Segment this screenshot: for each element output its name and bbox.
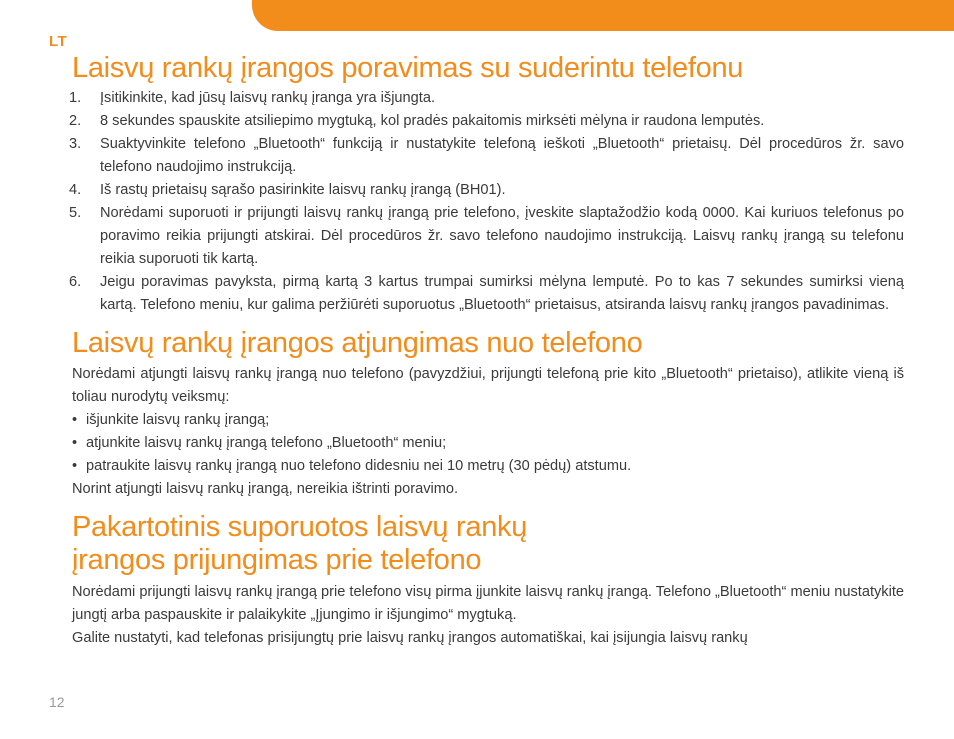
step-number: 5. [69, 205, 82, 221]
step-text: Iš rastų prietaisų sąrašo pasirinkite laisvų rankų įrangą (BH01). [100, 182, 506, 198]
step-text: Suaktyvinkite telefono „Bluetooth“ funkciją ir nustatykite telefoną ieškoti „Bluetooth“ prietaisų. Dėl procedūros žr. savo telefono naudojimo instrukciją. [100, 136, 904, 175]
bullet-text: išjunkite laisvų rankų įrangą; [86, 412, 270, 428]
step-text: Jeigu poravimas pavyksta, pirmą kartą 3 kartus trumpai sumirksi mėlyna lemputė. Po to kas 7 sekundes sumirksi vieną kartą. Telefono meniu, kur galima peržiūrėti suporuotus „Bluetooth“ prietaisus, atsiranda laisvų rankų įrangos pavadinimas. [100, 274, 904, 313]
step-number: 4. [69, 182, 82, 198]
reconnect-paragraph: Norėdami prijungti laisvų rankų įrangą prie telefono visų pirma įjunkite laisvų rankų įrangą. Telefono „Bluetooth“ meniu nustatykite jungtį arba paspauskite ir palaikykite „Įjungimo ir išjungimo“ mygtuką. [72, 584, 905, 623]
list-item [69, 110, 904, 133]
language-code: LT [49, 33, 68, 50]
step-number: 2. [69, 113, 82, 129]
pairing-steps-list [69, 87, 904, 317]
step-text: 8 sekundes spauskite atsiliepimo mygtuką, kol pradės pakaitomis mirksėti mėlyna ir raudona lemputės. [100, 113, 765, 129]
bullet-text: patraukite laisvų rankų įrangą nuo telefono didesniu nei 10 metrų (30 pėdų) atstumu. [86, 458, 632, 474]
section-title-disconnecting: Laisvų rankų įrangos atjungimas nuo telefono [72, 327, 643, 359]
step-text: Įsitikinkite, kad jūsų laisvų rankų įranga yra išjungta. [100, 90, 436, 106]
step-number: 3. [69, 136, 82, 152]
step-number: 1. [69, 90, 82, 106]
page-number: 12 [49, 694, 65, 710]
bullet-marker: • [72, 435, 78, 451]
disconnect-note: Norint atjungti laisvų rankų įrangą, nereikia ištrinti poravimo. [72, 481, 459, 497]
list-item [69, 271, 904, 317]
list-item [69, 87, 904, 110]
bullet-text: atjunkite laisvų rankų įrangą telefono „Bluetooth“ meniu; [86, 435, 447, 451]
list-item [72, 455, 904, 478]
disconnect-options-list [72, 409, 904, 478]
step-number: 6. [69, 274, 82, 290]
page-content [69, 52, 905, 650]
section-title-pairing: Laisvų rankų įrangos poravimas su suderintu telefonu [72, 52, 744, 84]
list-item [69, 179, 904, 202]
step-text: Norėdami suporuoti ir prijungti laisvų rankų įrangą prie telefono, įveskite slaptažodžio kodą 0000. Kai kuriuos telefonus po poravimo reikia prijungti atskirai. Dėl procedūros žr. savo telefono naudojimo instrukciją. Laisvų rankų įrangą su telefonu reikia suporuoti tik kartą. [100, 205, 904, 267]
bullet-marker: • [72, 412, 78, 428]
bullet-marker: • [72, 458, 78, 474]
list-item [69, 133, 904, 179]
auto-connect-paragraph: Galite nustatyti, kad telefonas prisijungtų prie laisvų rankų įrangos automatiškai, kai įsijungia laisvų rankų [72, 630, 748, 646]
section-title-reconnecting: Pakartotinis suporuotos laisvų rankų įrangos prijungimas prie telefono [72, 511, 528, 576]
list-item [69, 202, 904, 271]
list-item [72, 432, 904, 455]
header-decorative-band [252, 0, 954, 31]
disconnect-intro: Norėdami atjungti laisvų rankų įrangą nuo telefono (pavyzdžiui, prijungti telefoną prie kito „Bluetooth“ prietaiso), atlikite vieną iš toliau nurodytų veiksmų: [72, 366, 904, 405]
list-item [72, 409, 904, 432]
